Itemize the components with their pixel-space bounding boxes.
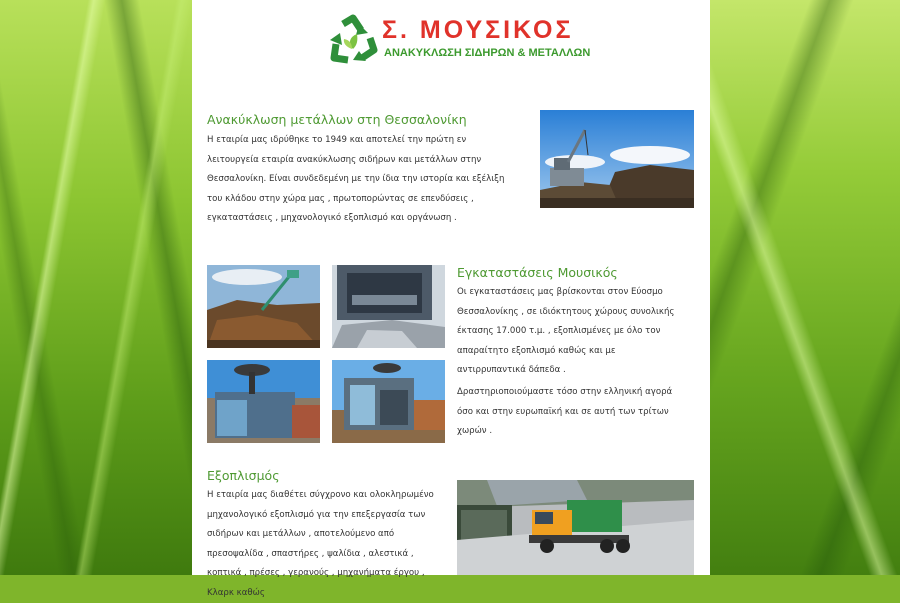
logo[interactable] [326,14,591,70]
grass-background-right [710,0,900,575]
photo-shear-press [332,265,445,348]
section-text-facilities: Οι εγκαταστάσεις μας βρίσκονται στον Εύοσμο Θεσσαλονίκης , σε ιδιόκτητους χώρους συνολικής έκτασης 17.000 τ.μ. , εξοπλισμένες με όλο τον απαραίτητο εξοπλισμό καθώς και με αντιρρυπαντικά δάπεδα . [457,287,675,375]
photo-baler-machine [207,360,320,443]
photo-scrap-crane [207,265,320,348]
section-title-facilities: Εγκαταστάσεις Μουσικός [457,265,618,280]
photo-truck-yard [457,480,694,575]
content-page [192,0,710,598]
photo-shredder-unit [332,360,445,443]
grass-background-left [0,0,192,575]
logo-subtitle: ΑΝΑΚΥΚΛΩΣΗ ΣΙΔΗΡΩΝ & ΜΕΤΑΛΛΩΝ [384,47,591,59]
section-text-recycling: Η εταιρία μας ιδρύθηκε το 1949 και αποτελεί την πρώτη εν λειτουργεία εταιρία ανακύκλωσης σιδήρων και μετάλλων στην Θεσσαλονίκη. Είναι συνδεδεμένη με την ίδια την ιστορία και εξέλιξη του κλάδου στην χώρα μας , πρωτοπορώντας σε επενδύσεις , εγκαταστάσεις , μηχανολογικό εξοπλισμό και οργάνωση . [207,135,505,223]
section-title-recycling: Ανακύκλωση μετάλλων στη Θεσσαλονίκη [207,112,467,127]
recycle-icon [326,14,380,68]
section-text-equipment: Η εταιρία μας διαθέτει σύγχρονο και ολοκληρωμένο μηχανολογικό εξοπλισμό για την επεξεργασία των σιδήρων και μετάλλων , αποτελούμενο από πρεσοψαλίδα , σπαστήρες , ψαλίδια , αλεστικά , κοπτικά , πρέσες , γερανούς , μηχανήματα έργου , Κλαρκ καθώς [207,490,434,598]
section-text-markets: Δραστηριοποιούμαστε τόσο στην ελληνική αγορά όσο και στην ευρωπαϊκή και σε αυτή των τρίτων χωρών . [457,387,673,436]
photo-crane-scrapyard [540,110,694,208]
section-title-equipment: Εξοπλισμός [207,468,280,483]
logo-title: Σ. ΜΟΥΣΙΚΟΣ [382,16,574,44]
